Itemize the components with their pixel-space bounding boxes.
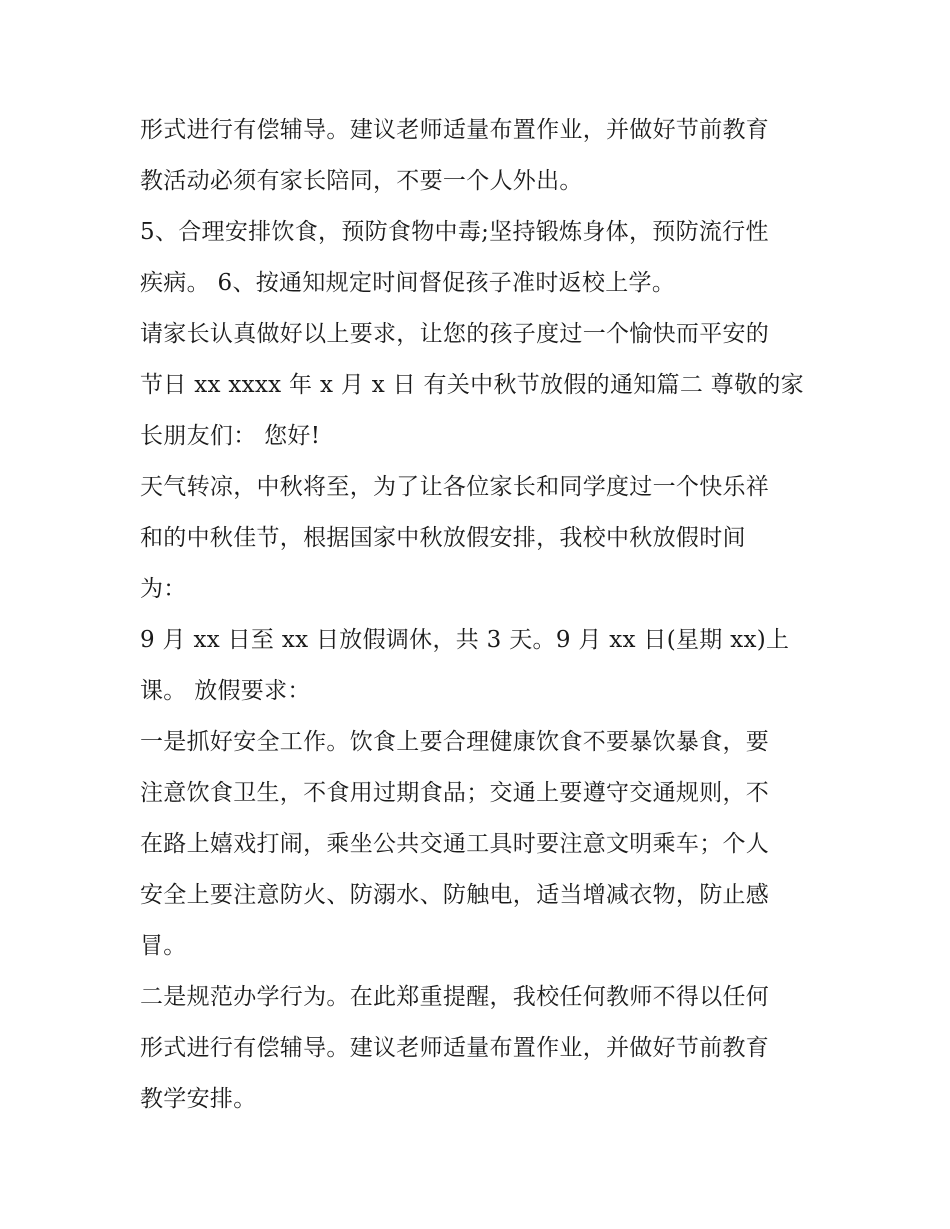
text-line: 二是规范办学行为。在此郑重提醒，我校任何教师不得以任何 [140, 984, 770, 1010]
text-line: 疾病。 6、按通知规定时间督促孩子准时返校上学。 [140, 270, 676, 296]
text-line: 节日 xx xxxx 年 x 月 x 日 有关中秋节放假的通知篇二 尊敬的家 [140, 372, 804, 398]
document-body [140, 105, 820, 1125]
text-line: 请家长认真做好以上要求，让您的孩子度过一个愉快而平安的 [140, 321, 770, 347]
text-line: 形式进行有偿辅导。建议老师适量布置作业，并做好节前教育 [140, 1035, 770, 1061]
text-line: 长朋友们： 您好! [140, 423, 321, 449]
text-line: 教学安排。 [140, 1086, 257, 1112]
text-line: 冒。 [140, 933, 187, 959]
text-line: 5、合理安排饮食，预防食物中毒;坚持锻炼身体，预防流行性 [140, 219, 769, 245]
text-line: 安全上要注意防火、防溺水、防触电，适当增减衣物，防止感 [140, 882, 770, 908]
text-line: 在路上嬉戏打闹，乘坐公共交通工具时要注意文明乘车；个人 [140, 831, 770, 857]
text-line: 一是抓好安全工作。饮食上要合理健康饮食不要暴饮暴食，要 [140, 729, 770, 755]
text-line: 教活动必须有家长陪同，不要一个人外出。 [140, 168, 583, 194]
text-line: 天气转凉，中秋将至，为了让各位家长和同学度过一个快乐祥 [140, 474, 770, 500]
text-line: 课。 放假要求： [140, 678, 311, 704]
text-line: 形式进行有偿辅导。建议老师适量布置作业，并做好节前教育 [140, 117, 770, 143]
text-line: 为： [140, 576, 187, 602]
text-line: 9 月 xx 日至 xx 日放假调休，共 3 天。9 月 xx 日(星期 xx)上 [140, 627, 790, 653]
text-line: 注意饮食卫生，不食用过期食品；交通上要遵守交通规则，不 [140, 780, 770, 806]
text-line: 和的中秋佳节，根据国家中秋放假安排，我校中秋放假时间 [140, 525, 746, 551]
